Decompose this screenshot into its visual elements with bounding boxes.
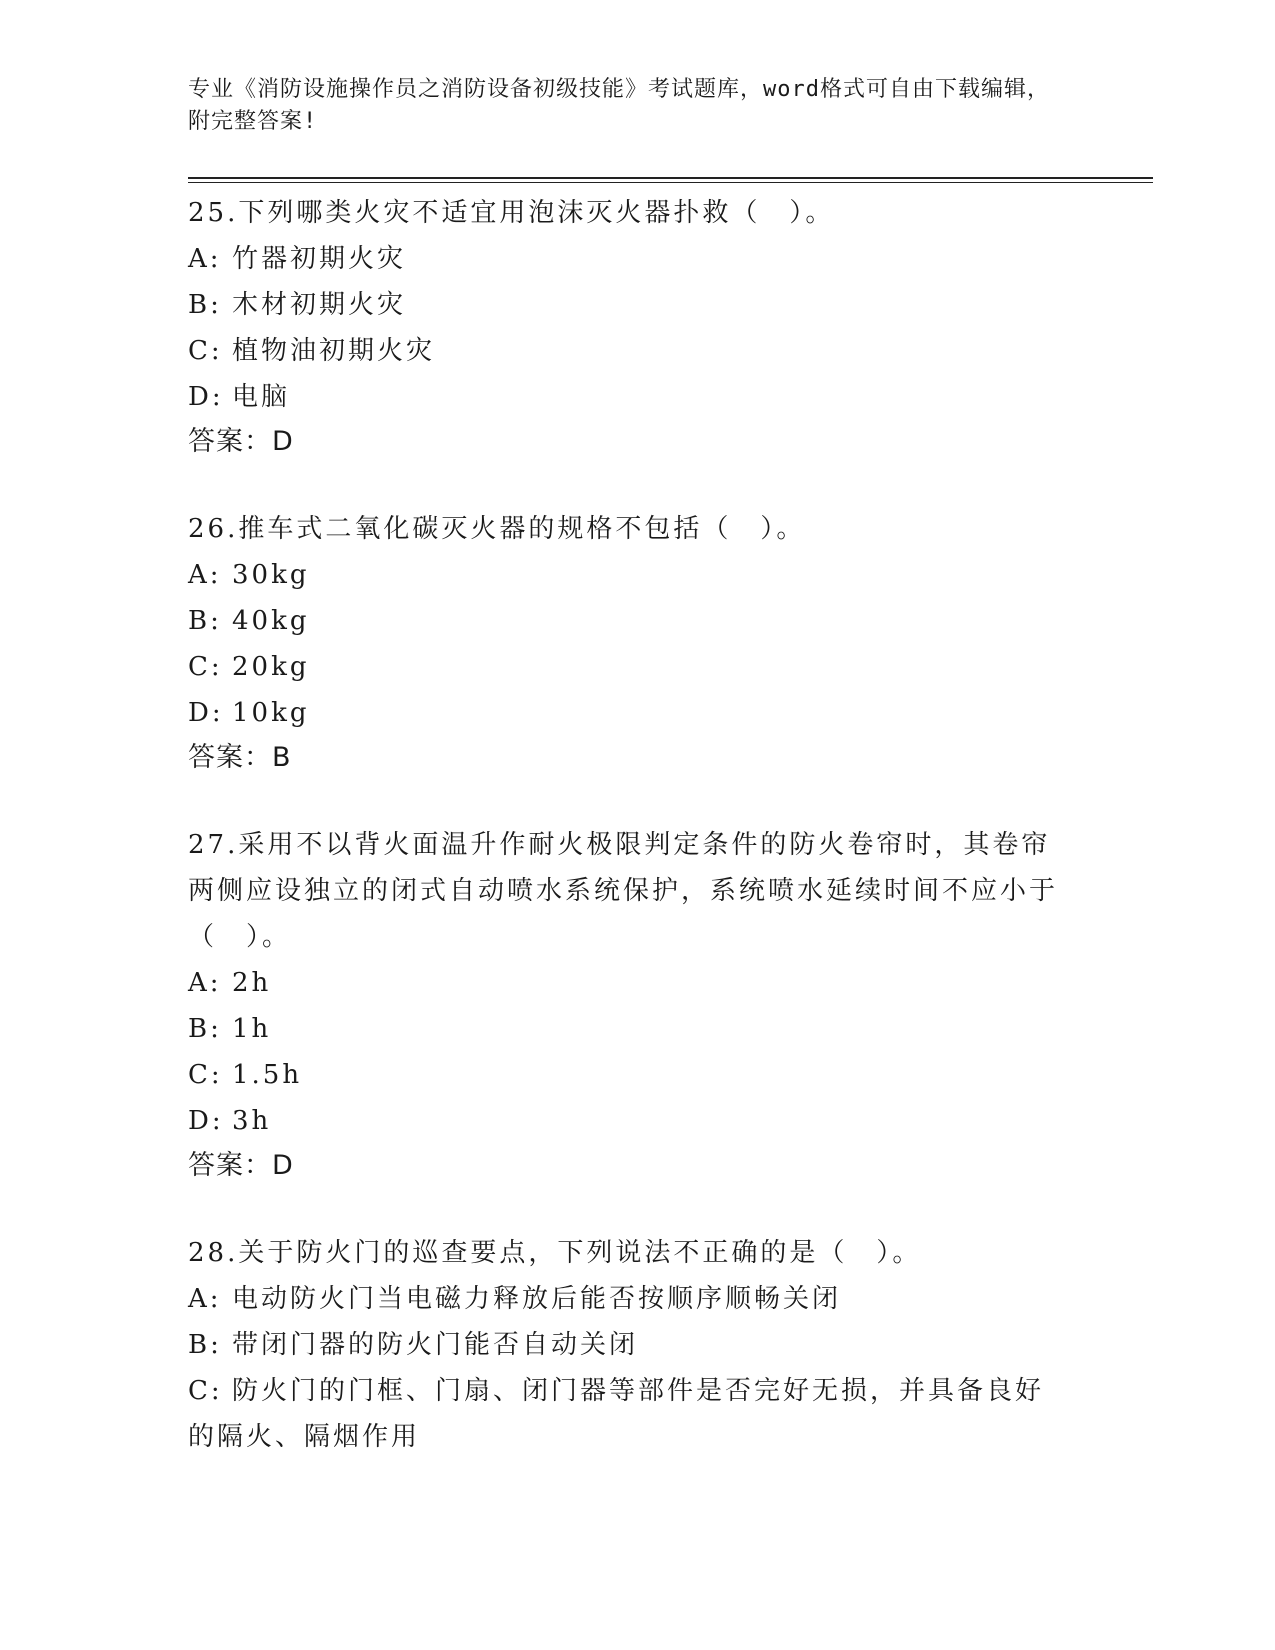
option-text: 40kg: [232, 606, 310, 636]
answer-line: 答案：D: [188, 1150, 294, 1181]
option-text: 3h: [232, 1106, 272, 1136]
option-text: 30kg: [232, 560, 310, 590]
option-b: [188, 282, 1068, 328]
option-key: B:: [188, 606, 222, 636]
question-stem: 27.采用不以背火面温升作耐火极限判定条件的防火卷帘时，其卷帘两侧应设独立的闭式自动喷水系统保护，系统喷水延续时间不应小于（ ）。: [188, 830, 1059, 952]
header-divider-thin: [188, 182, 1153, 183]
question-stem: 25.下列哪类火灾不适宜用泡沫灭火器扑救（ ）。: [188, 198, 835, 228]
option-text: 2h: [232, 968, 272, 998]
option-key: B:: [188, 290, 222, 320]
document-header: 专业《消防设施操作员之消防设备初级技能》考试题库，word格式可自由下载编辑，附完整答案!: [188, 77, 1050, 134]
option-text: 1.5h: [232, 1060, 303, 1090]
option-d: [188, 690, 1068, 736]
option-key: C:: [188, 652, 223, 682]
option-key: C:: [188, 1060, 223, 1090]
question-26: [188, 506, 1068, 780]
option-text: 电动防火门当电磁力释放后能否按顺序顺畅关闭: [232, 1284, 842, 1314]
option-d: [188, 374, 1068, 420]
option-text: 20kg: [232, 652, 310, 682]
option-text: 电脑: [232, 382, 291, 412]
option-key: D:: [188, 698, 224, 728]
answer-line: 答案：D: [188, 426, 294, 457]
option-a: [188, 236, 1068, 282]
option-text: 1h: [232, 1014, 272, 1044]
question-stem: 26.推车式二氧化碳灭火器的规格不包括（ ）。: [188, 514, 806, 544]
option-b: [188, 1322, 1068, 1368]
option-b: [188, 598, 1068, 644]
option-text: 竹器初期火灾: [232, 244, 407, 274]
option-key: A:: [188, 244, 222, 274]
option-a: [188, 960, 1068, 1006]
option-c: [188, 1368, 1068, 1460]
question-25: [188, 190, 1068, 464]
option-a: [188, 1276, 1068, 1322]
option-text: 10kg: [232, 698, 310, 728]
option-text: 植物油初期火灾: [232, 336, 436, 366]
option-key: A:: [188, 968, 222, 998]
option-c: [188, 328, 1068, 374]
question-27: [188, 822, 1068, 1188]
option-d: [188, 1098, 1068, 1144]
option-c: [188, 644, 1068, 690]
option-a: [188, 552, 1068, 598]
option-key: D:: [188, 382, 224, 412]
option-key: A:: [188, 1284, 222, 1314]
answer-line: 答案：B: [188, 742, 292, 773]
option-text: 带闭门器的防火门能否自动关闭: [232, 1330, 639, 1360]
option-key: C:: [188, 1376, 223, 1406]
question-28: [188, 1230, 1068, 1460]
option-key: D:: [188, 1106, 224, 1136]
option-text: 木材初期火灾: [232, 290, 407, 320]
option-text: 防火门的门框、门扇、闭门器等部件是否完好无损，并具备良好的隔火、隔烟作用: [188, 1376, 1045, 1452]
option-key: C:: [188, 336, 223, 366]
header-divider: [188, 177, 1153, 179]
option-b: [188, 1006, 1068, 1052]
question-stem: 28.关于防火门的巡查要点，下列说法不正确的是（ ）。: [188, 1238, 922, 1268]
option-key: B:: [188, 1014, 222, 1044]
question-list: [188, 190, 1068, 1502]
option-key: B:: [188, 1330, 222, 1360]
option-key: A:: [188, 560, 222, 590]
option-c: [188, 1052, 1068, 1098]
